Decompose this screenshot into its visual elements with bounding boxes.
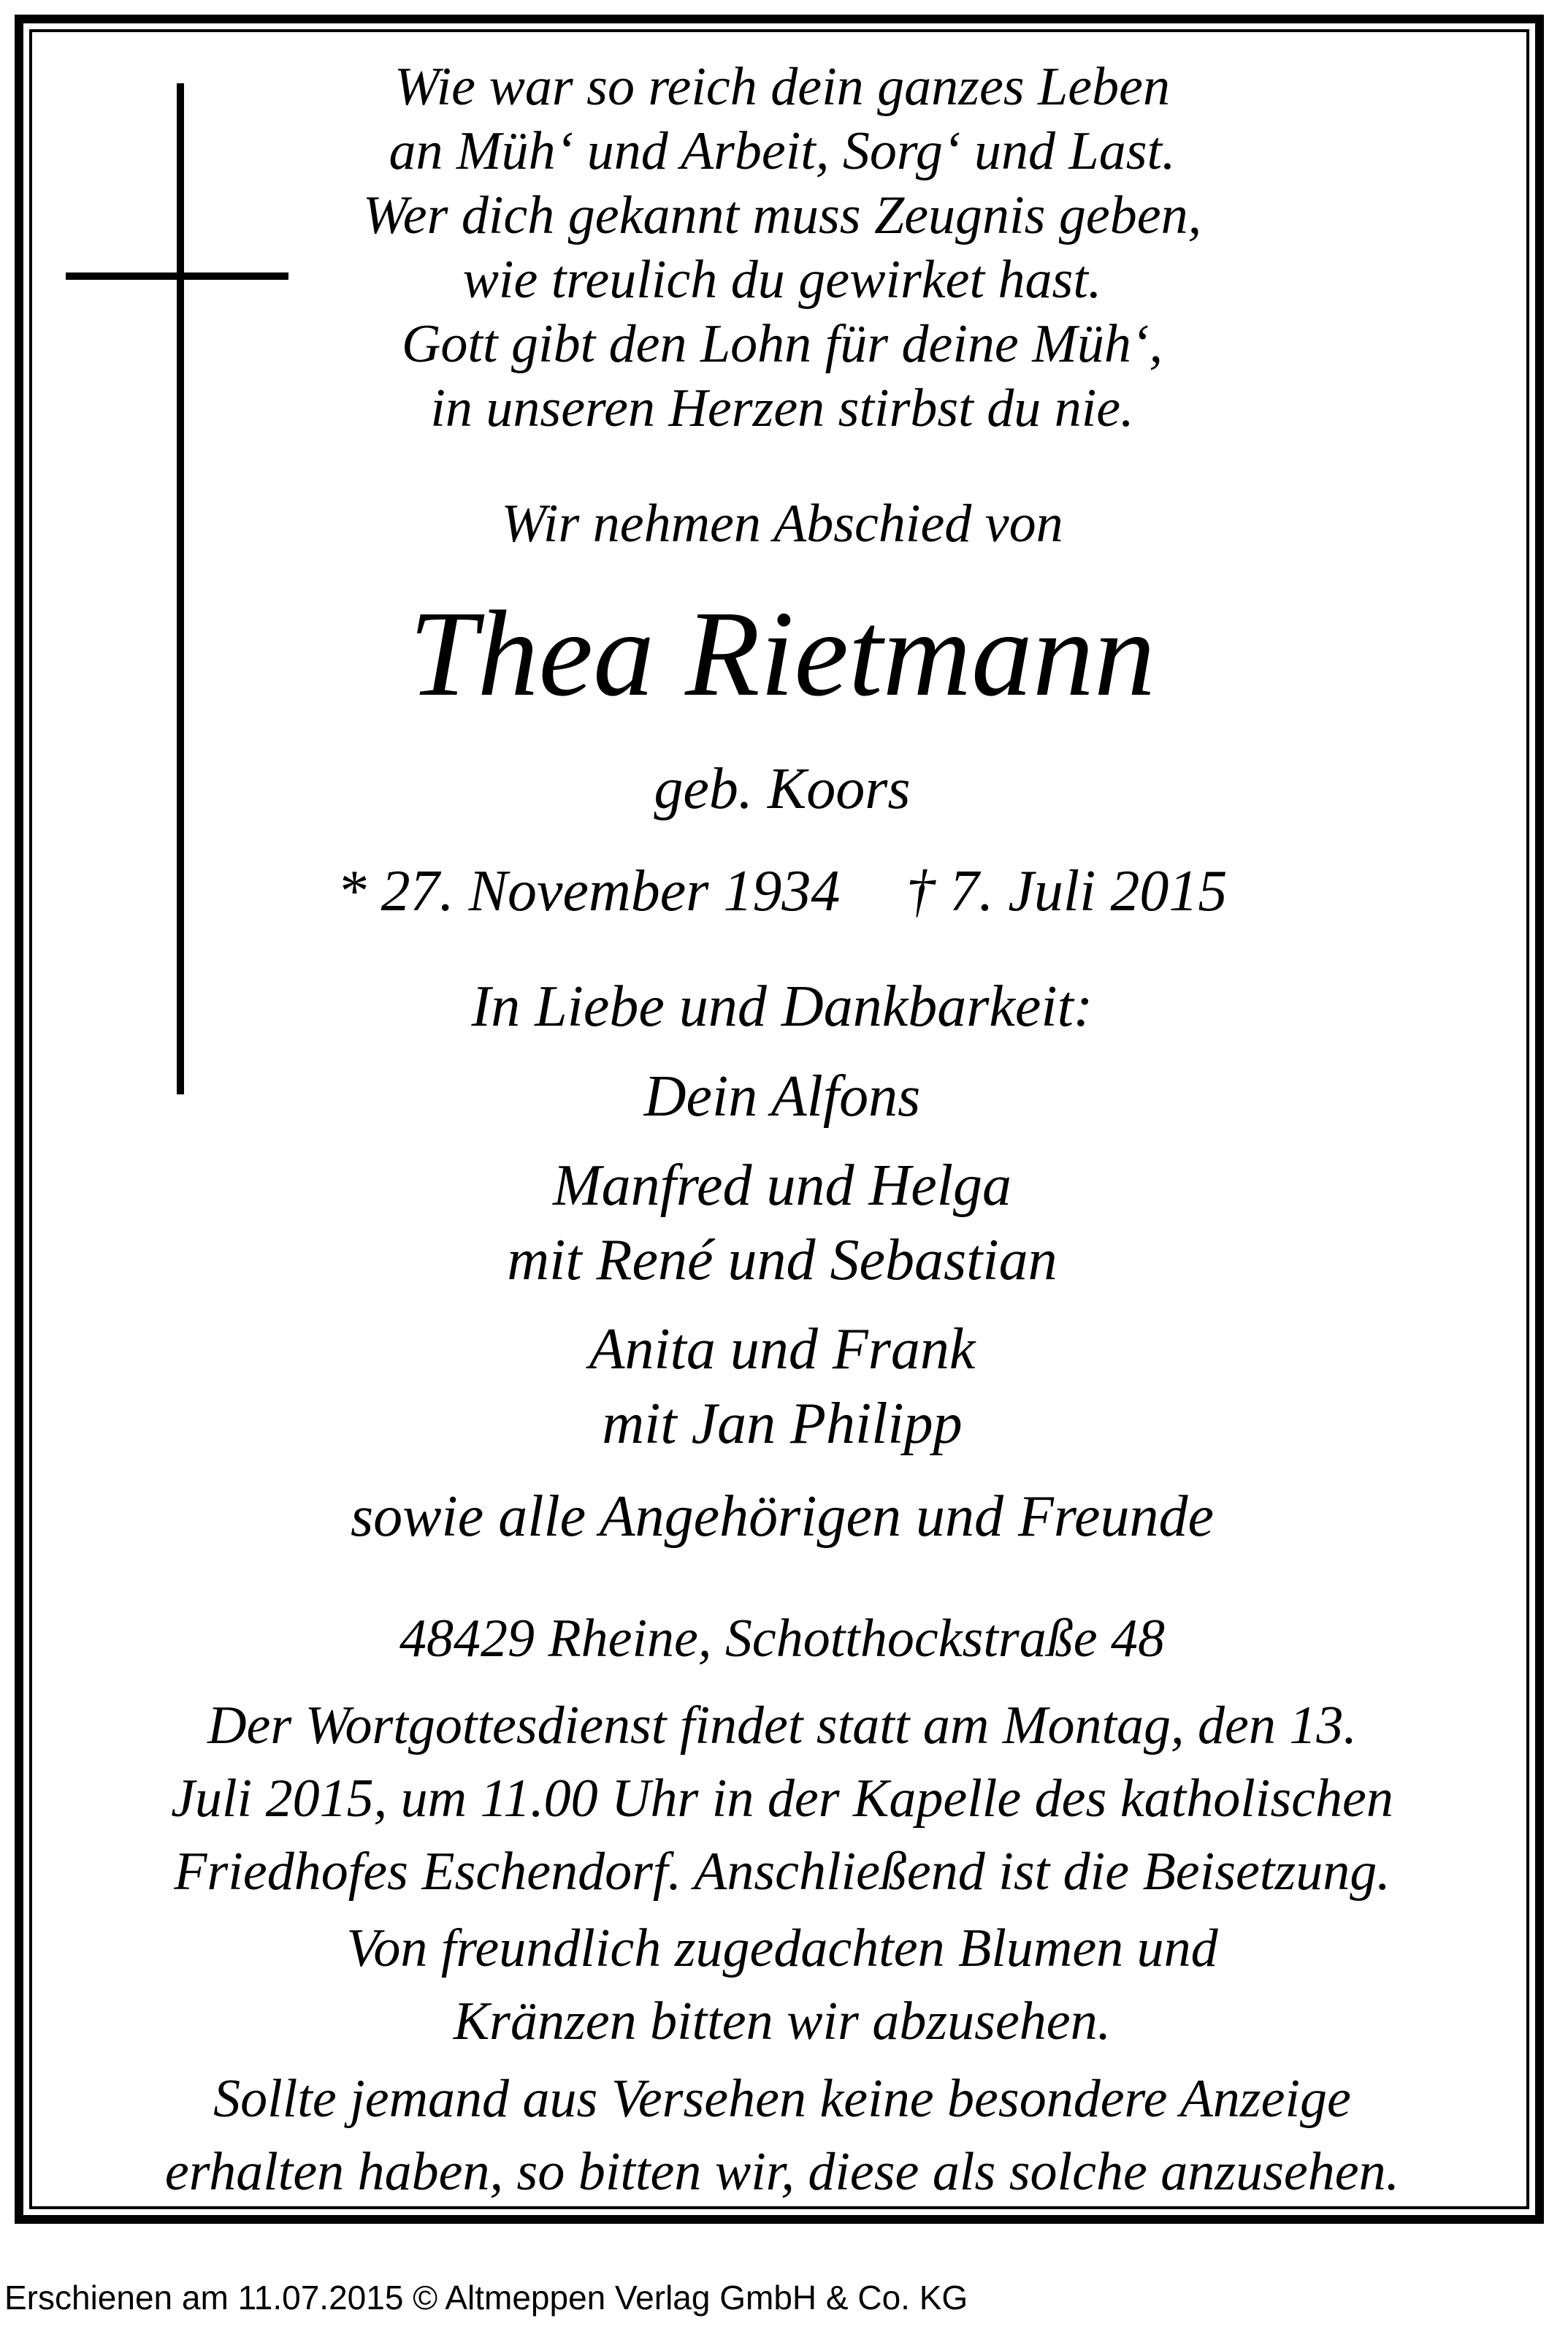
family-line: Manfred und Helga <box>552 1154 1012 1218</box>
family-line: Dein Alfons <box>643 1064 921 1129</box>
flowers-line: Von freundlich zugedachten Blumen und <box>346 1918 1218 1978</box>
thanks-heading: In Liebe und Dankbarkeit: <box>471 975 1093 1039</box>
family-line: mit René und Sebastian <box>507 1228 1058 1292</box>
family-line: mit Jan Philipp <box>602 1392 963 1456</box>
poem <box>73 55 1491 441</box>
address: 48429 Rheine, Schotthockstraße 48 <box>399 1609 1166 1669</box>
farewell-intro: Wir nehmen Abschied von <box>501 494 1063 554</box>
service-line: Friedhofes Eschendorf. Anschließend ist die Beisetzung. <box>174 1842 1391 1902</box>
poem-line: an Müh‘ und Arbeit, Sorg‘ und Last. <box>389 121 1176 181</box>
poem-line: Wie war so reich dein ganzes Leben <box>394 57 1170 117</box>
relatives-friends: sowie alle Angehörigen und Freunde <box>350 1484 1215 1549</box>
family-line: Anita und Frank <box>589 1317 976 1381</box>
poem-line: Gott gibt den Lohn für deine Müh‘, <box>401 314 1163 374</box>
family-list <box>73 1059 1491 1476</box>
service-notice <box>73 1689 1491 1908</box>
family-group <box>73 1148 1491 1297</box>
flowers-line: Kränzen bitten wir abzusehen. <box>453 1991 1112 2051</box>
family-group <box>73 1059 1491 1134</box>
deceased-name: Thea Rietmann <box>409 586 1155 722</box>
note-line: erhalten haben, so bitten wir, diese als solche anzusehen. <box>164 2142 1400 2202</box>
poem-line: in unseren Herzen stirbst du nie. <box>430 378 1134 438</box>
flowers-notice <box>73 1912 1491 2058</box>
service-line: Juli 2015, um 11.00 Uhr in der Kapelle des katholischen <box>171 1769 1393 1829</box>
birth-date: * 27. November 1934 <box>337 859 841 923</box>
service-line: Der Wortgottesdienst findet statt am Montag, den 13. <box>207 1696 1357 1756</box>
note-line: Sollte jemand aus Versehen keine besondere Anzeige <box>213 2069 1351 2129</box>
life-dates <box>73 855 1491 928</box>
publication-footer: Erschienen am 11.07.2015 © Altmeppen Verlag GmbH & Co. KG <box>4 2279 968 2317</box>
maiden-name: geb. Koors <box>654 757 911 821</box>
poem-line: wie treulich du gewirket hast. <box>462 250 1102 310</box>
poem-line: Wer dich gekannt muss Zeugnis geben, <box>362 186 1202 245</box>
death-date: † 7. Juli 2015 <box>906 859 1228 923</box>
family-group <box>73 1312 1491 1461</box>
notification-note <box>73 2062 1491 2208</box>
